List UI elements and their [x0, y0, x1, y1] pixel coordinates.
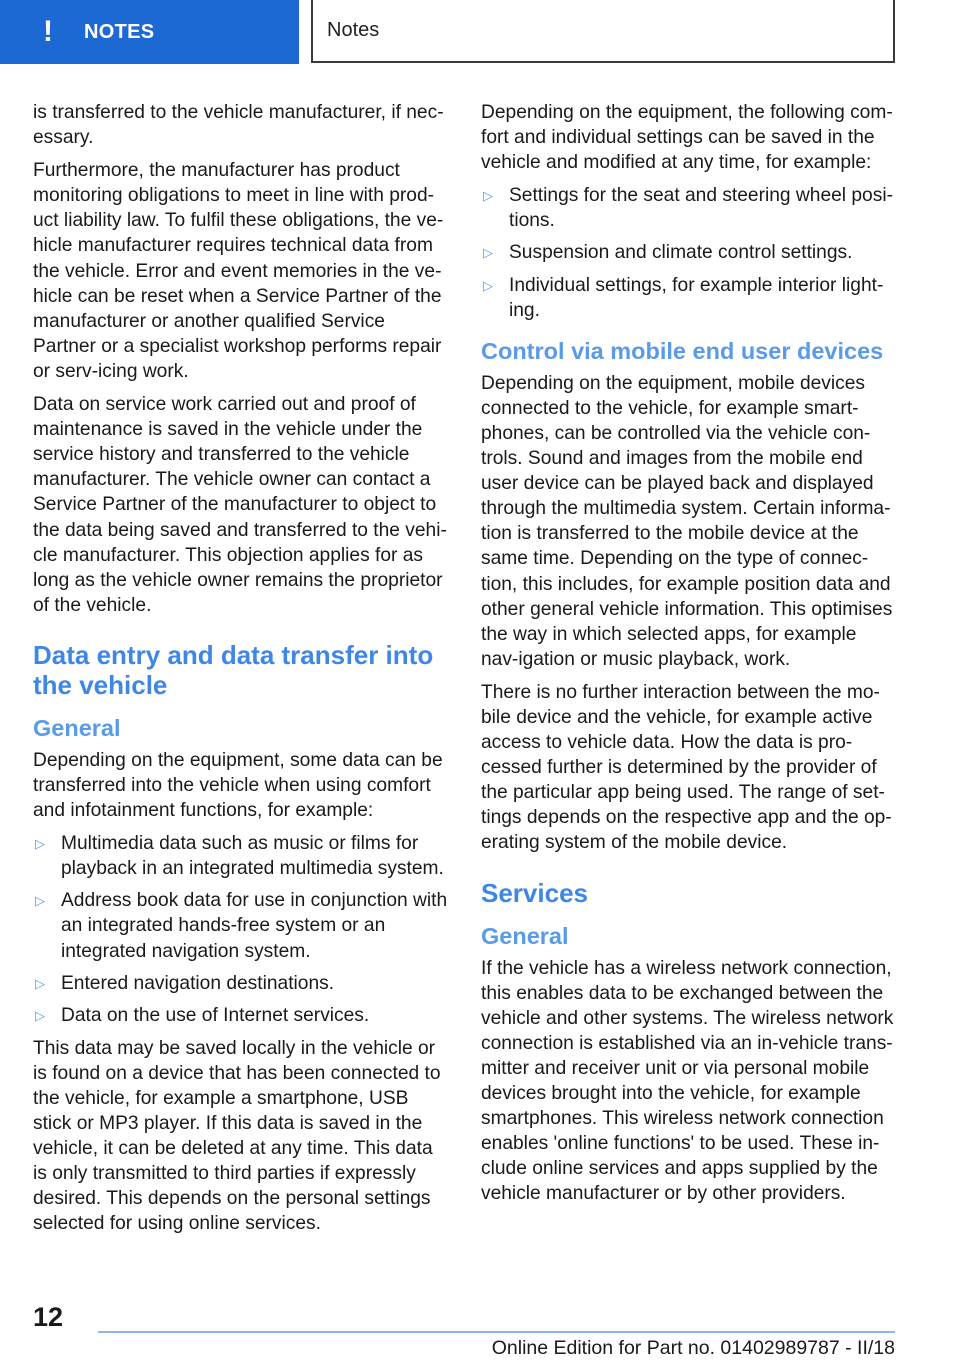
chapter-title: Notes: [327, 19, 380, 41]
paragraph: Depending on the equipment, mobile devices connected to the vehicle, for example smart‐phones, can be controlled via the vehicle con‐trols. Sound and images from the mobile end user device can be played back and displayed through the multimedia system. Certain informa‐tion is transferred to the mobile device at the same time. Depending on the type of connec‐tion, this includes, for example position data and other general vehicle information. This optimises the way in which selected apps, for example nav‐igation or music playback, work.: [481, 372, 893, 670]
list-item-text: Data on the use of Internet services.: [61, 1004, 370, 1026]
list-item: [33, 971, 449, 996]
triangle-bullet-icon: ▷: [35, 975, 45, 991]
bullet-list: [33, 831, 449, 1028]
footer-divider: [98, 1331, 895, 1333]
section-heading: Data entry and data transfer into the vehicle: [33, 639, 434, 700]
chapter-tab: [311, 0, 895, 63]
section-heading: Services: [481, 877, 588, 908]
paragraph: Depending on the equipment, some data can be transferred into the vehicle when using comfort and infotainment functions, for example:: [33, 749, 443, 822]
triangle-bullet-icon: ▷: [35, 836, 45, 852]
paragraph: Depending on the equipment, the following com‐fort and individual settings can be saved in the vehicle and modified at any time, for example:: [481, 102, 893, 174]
page-number: 12: [33, 1302, 64, 1332]
paragraph: Data on service work carried out and proof of maintenance is saved in the vehicle under the service history and transferred to the vehicle manufacturer. The vehicle owner can contact a Service Partner of the manufacturer to object to the data being saved and transferred to the vehi‐cle manufacturer. This objection applies for as long as the vehicle owner remains the proprietor of the vehicle.: [33, 394, 447, 616]
paragraph: is transferred to the vehicle manufacturer, if nec‐essary.: [33, 102, 444, 149]
subsection-heading: General: [33, 714, 121, 741]
subsection-heading: General: [481, 922, 569, 949]
section-tab: [0, 0, 299, 64]
list-item: [481, 240, 897, 265]
left-column: [33, 100, 449, 1245]
right-column: [481, 100, 897, 1214]
bullet-list: [481, 183, 897, 322]
triangle-bullet-icon: ▷: [35, 1007, 45, 1023]
list-item: [33, 888, 449, 963]
list-item-text: Settings for the seat and steering wheel posi‐tions.: [509, 185, 893, 232]
list-item: [481, 183, 897, 233]
edition-footer: Online Edition for Part no. 01402989787 - II/18: [491, 1337, 895, 1359]
paragraph: There is no further interaction between the mo‐bile device and the vehicle, for example active access to vehicle data. How the data is pro‐cessed further is determined by the provider of the particular app being used. The range of set‐tings depends on the respective app and the op‐erating system of the mobile device.: [481, 681, 892, 854]
triangle-bullet-icon: ▷: [35, 893, 45, 909]
list-item-text: Entered navigation destinations.: [61, 972, 335, 994]
list-item: [33, 831, 449, 881]
triangle-bullet-icon: ▷: [483, 245, 493, 261]
section-title: NOTES: [84, 20, 155, 43]
paragraph: If the vehicle has a wireless network connection, this enables data to be exchanged between the vehicle and other systems. The wireless network connection is established via an in-vehicle trans‐mitter and receiver unit or via personal mobile devices brought into the vehicle, for example smartphones. This wireless network connection enables 'online functions' to be used. These in‐clude online services and apps supplied by the vehicle manufacturer or by other providers.: [481, 957, 894, 1205]
list-item-text: Individual settings, for example interior light‐ing.: [509, 274, 884, 321]
list-item: [481, 273, 897, 323]
triangle-bullet-icon: ▷: [483, 188, 493, 204]
subsection-heading: Control via mobile end user devices: [481, 337, 884, 364]
paragraph: This data may be saved locally in the vehicle or is found on a device that has been connected to the vehicle, for example a smartphone, USB stick or MP3 player. If this data is saved in the vehicle, it can be deleted at any time. This data is only transmitted to third parties if expressly desired. This depends on the personal settings selected for using online services.: [33, 1037, 441, 1235]
list-item-text: Address book data for use in conjunction with an integrated hands-free system or an integrated navigation system.: [61, 890, 448, 962]
triangle-bullet-icon: ▷: [483, 277, 493, 293]
list-item-text: Suspension and climate control settings.: [509, 242, 853, 264]
list-item-text: Multimedia data such as music or films for playback in an integrated multimedia system.: [61, 833, 444, 880]
list-item: [33, 1003, 449, 1028]
warning-icon: !: [43, 15, 53, 48]
paragraph: Furthermore, the manufacturer has product monitoring obligations to meet in line with prod‐uct liability law. To fulfil these obligations, the ve‐hicle manufacturer requires technical data from the vehicle. Error and event memories in the ve‐hicle can be reset when a Service Partner of the manufacturer or another qualified Service Partner or a specialist workshop performs repair or serv‐icing work.: [33, 160, 444, 382]
